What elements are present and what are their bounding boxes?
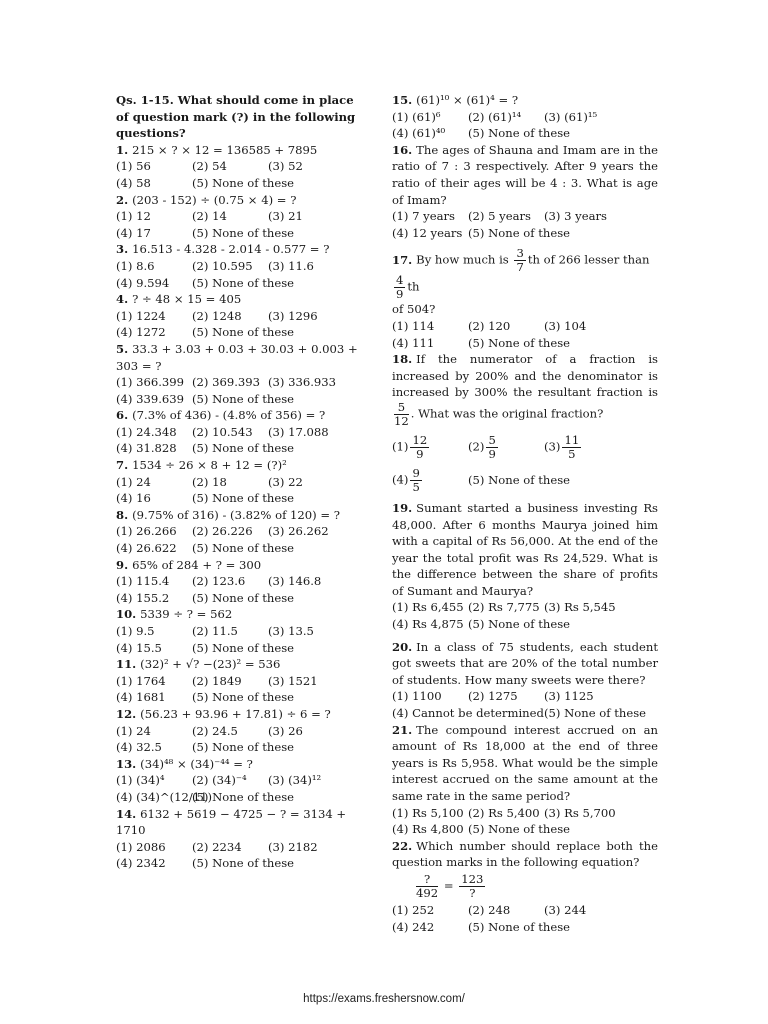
option-3: (3) 2182 [268, 839, 318, 854]
option-3: (3) 1296 [268, 308, 318, 323]
option-4: (4) 339.639 [116, 391, 185, 406]
option-2: (2) 369.393 [192, 375, 261, 390]
question-number: 9. [116, 557, 129, 572]
question-stem-part: . What was the original fraction? [410, 406, 604, 421]
question-stem-part: By how much is [416, 252, 509, 267]
option-2: (2) 54 [192, 159, 227, 174]
option-2: (2) 14 [192, 209, 227, 224]
option-1: (1) 1764 [116, 673, 166, 688]
option-label: (4) [392, 472, 409, 487]
question-21 [392, 722, 658, 838]
option-1: (1) 8.6 [116, 258, 155, 273]
option-5: (5) None of these [468, 617, 571, 632]
option-1: (1) Rs 6,455 [392, 600, 464, 615]
option-2: (2) Rs 7,775 [468, 600, 540, 615]
question-2 [116, 192, 366, 242]
question-stem: (9.75% of 316) - (3.82% of 120) = ? [132, 507, 340, 522]
question-9 [116, 557, 366, 607]
question-number: 16. [392, 142, 413, 157]
option-4: (4) (61)⁴⁰ [392, 126, 446, 141]
question-number: 13. [116, 756, 137, 771]
option-2: (2) 5 years [468, 209, 531, 224]
option-1: (1) 9.5 [116, 624, 155, 638]
option-4: (4) 111 [392, 335, 435, 350]
option-4: (4) 26.622 [116, 541, 177, 556]
option-2 [468, 434, 544, 461]
option-3: (3) 146.8 [268, 574, 322, 589]
question-number: 21. [392, 722, 413, 737]
option-5: (5) None of these [468, 822, 571, 837]
option-4: (4) 12 years [392, 225, 463, 240]
question-number: 22. [392, 838, 413, 853]
option-2: (2) 10.595 [192, 258, 253, 273]
question-3 [116, 241, 366, 291]
section-heading: Qs. 1-15. What should come in place of question mark (?) in the following questions? [116, 93, 356, 141]
question-stem: If the numerator of a fraction is increased by 200% and the denominator is increased by 300% the resultant fraction is [392, 352, 658, 400]
fraction [459, 873, 485, 900]
option-3: (3) 21 [268, 209, 303, 224]
question-15 [392, 92, 658, 142]
question-number: 1. [116, 142, 129, 157]
option-4: (4) 1272 [116, 325, 166, 340]
option-2: (2) 24.5 [192, 723, 238, 738]
fraction-numerator: 12 [412, 432, 428, 447]
option-5: (5) None of these [192, 740, 295, 755]
option-3: (3) 3 years [544, 209, 607, 224]
option-1: (1) (61)⁶ [392, 109, 441, 124]
question-stem: 65% of 284 + ? = 300 [132, 557, 262, 572]
option-1: (1) 114 [392, 318, 435, 333]
option-5: (5) None of these [192, 789, 295, 804]
option-2: (2) 1248 [192, 308, 242, 323]
equation [414, 873, 658, 900]
question-number: 18. [392, 352, 413, 367]
question-stem: (7.3% of 436) - (4.8% of 356) = ? [132, 408, 326, 423]
equals-sign: = [443, 878, 454, 893]
question-19 [392, 500, 658, 633]
option-3: (3) (34)¹² [268, 773, 322, 788]
option-5: (5) None of these [468, 919, 571, 934]
option-2: (2) 1849 [192, 673, 242, 688]
option-2: (2) (34)⁻⁴ [192, 773, 247, 788]
question-stem: Which number should replace both the question marks in the following equation? [392, 838, 658, 870]
option-4: (4) (34)^(12/11) [116, 789, 213, 804]
fraction-numerator: 11 [564, 432, 580, 447]
question-number: 17. [392, 252, 413, 267]
option-1: (1) 1100 [392, 689, 442, 704]
fraction-numerator: 3 [516, 246, 524, 261]
question-stem: 1534 ÷ 26 × 8 + 12 = (?)² [132, 458, 287, 473]
option-3: (3) 244 [544, 902, 587, 917]
option-5: (5) None of these [192, 640, 295, 655]
question-number: 5. [116, 341, 129, 356]
question-stem: 215 × ? × 12 = 136585 + 7895 [132, 142, 318, 157]
question-number: 2. [116, 192, 129, 207]
fraction [394, 274, 405, 301]
option-5: (5) None of these [192, 491, 295, 506]
option-1: (1) 24 [116, 723, 151, 738]
option-5: (5) None of these [192, 590, 295, 605]
fraction-numerator: 4 [396, 273, 404, 288]
question-stem: (34)⁴⁸ × (34)⁻⁴⁴ = ? [140, 756, 253, 771]
option-5: (5) None of these [192, 175, 295, 190]
option-4: (4) 32.5 [116, 740, 162, 755]
fraction [416, 873, 438, 900]
option-1: (1) 252 [392, 902, 435, 917]
option-2: (2) 248 [468, 902, 511, 917]
option-4: (4) 16 [116, 491, 151, 506]
option-2: (2) Rs 5,400 [468, 805, 540, 820]
fraction-numerator: 5 [394, 401, 409, 415]
option-2: (2) 18 [192, 474, 227, 489]
question-stem-part: th [407, 279, 420, 294]
fraction-denominator: 9 [416, 446, 424, 461]
option-1 [392, 434, 468, 461]
option-4: (4) 17 [116, 225, 151, 240]
question-number: 11. [116, 657, 137, 672]
option-4: (4) Rs 4,875 [392, 617, 464, 632]
fraction-denominator: 5 [412, 479, 420, 494]
option-3: (3) 13.5 [268, 624, 314, 638]
option-4: (4) 9.594 [116, 275, 170, 290]
option-3: (3) 104 [544, 318, 587, 333]
question-17 [392, 247, 658, 351]
question-stem: (61)¹⁰ × (61)⁴ = ? [416, 93, 519, 107]
question-number: 8. [116, 507, 129, 522]
question-stem: 6132 + 5619 − 4725 − ? = 3134 + 1710 [116, 806, 347, 838]
question-1 [116, 142, 366, 192]
question-16 [392, 142, 658, 242]
option-4: (4) Cannot be determined [392, 706, 544, 721]
option-2: (2) 10.543 [192, 424, 253, 439]
question-number: 4. [116, 292, 129, 307]
fraction [514, 247, 525, 274]
option-1: (1) Rs 5,100 [392, 805, 464, 820]
option-5: (5) None of these [192, 856, 295, 871]
option-2: (2) 120 [468, 318, 511, 333]
option-3: (3) 17.088 [268, 424, 329, 439]
option-3: (3) Rs 5,700 [544, 805, 616, 820]
question-stem: (203 - 152) ÷ (0.75 × 4) = ? [132, 192, 297, 207]
fraction-denominator: ? [469, 885, 476, 900]
option-1: (1) 24 [116, 474, 151, 489]
fraction-denominator: 5 [568, 446, 576, 461]
question-20 [392, 639, 658, 722]
option-4: (4) 31.828 [116, 441, 177, 456]
fraction-numerator: 5 [488, 432, 496, 447]
option-5: (5) None of these [192, 275, 295, 290]
option-3 [544, 434, 658, 461]
option-5: (5) None of these [192, 690, 295, 705]
option-2: (2) 1275 [468, 689, 518, 704]
option-4: (4) 242 [392, 919, 435, 934]
question-stem: 5339 ÷ ? = 562 [140, 607, 233, 622]
option-1: (1) 24.348 [116, 424, 177, 439]
option-3: (3) (61)¹⁵ [544, 109, 598, 124]
option-1: (1) 366.399 [116, 375, 185, 390]
option-4: (4) Rs 4,800 [392, 822, 464, 837]
option-5: (5) None of these [468, 335, 571, 350]
question-number: 7. [116, 458, 129, 473]
question-stem: Sumant started a business investing Rs 48,000. After 6 months Maurya joined him with a capital of Rs 56,000. At the end of the year the total profit was Rs 24,529. What is the difference between the share of profits of Sumant and Maurya? [392, 500, 658, 598]
option-1: (1) 12 [116, 209, 151, 224]
question-stem: In a class of 75 students, each student got sweets that are 20% of the total number of students. How many sweets were there? [392, 639, 658, 687]
option-1: (1) 115.4 [116, 574, 170, 589]
question-5 [116, 341, 366, 407]
option-3: (3) 52 [268, 159, 303, 174]
option-3: (3) 22 [268, 474, 303, 489]
question-number: 10. [116, 607, 137, 622]
option-2: (2) 2234 [192, 839, 242, 854]
option-3: (3) 1125 [544, 689, 594, 704]
option-3: (3) 1521 [268, 673, 318, 688]
question-stem: The compound interest accrued on an amount of Rs 18,000 at the end of three years is Rs 5,958. What would be the simple interest accrued on the same amount at the same rate in the same period? [392, 722, 658, 803]
question-stem: ? ÷ 48 × 15 = 405 [132, 292, 242, 307]
option-3: (3) 11.6 [268, 258, 314, 273]
question-number: 20. [392, 639, 413, 654]
option-5: (5) None of these [192, 541, 295, 556]
fraction [394, 401, 409, 428]
question-number: 14. [116, 806, 137, 821]
option-4 [392, 467, 468, 494]
option-label: (3) [544, 439, 561, 454]
fraction-numerator: 9 [412, 465, 420, 480]
question-stem: 33.3 + 3.03 + 0.03 + 30.03 + 0.003 + 303 = ? [116, 341, 358, 373]
fraction-numerator: ? [416, 873, 438, 887]
question-18 [392, 351, 658, 494]
option-4: (4) 15.5 [116, 640, 162, 655]
right-column [392, 92, 658, 935]
option-4: (4) 2342 [116, 856, 166, 871]
option-2: (2) (61)¹⁴ [468, 109, 522, 124]
option-3: (3) 26.262 [268, 524, 329, 539]
option-4: (4) 1681 [116, 690, 166, 705]
option-2: (2) 26.226 [192, 524, 253, 539]
option-5: (5) None of these [468, 225, 571, 240]
option-1: (1) 1224 [116, 308, 166, 323]
option-label: (2) [468, 439, 485, 454]
option-5: (5) None of these [192, 441, 295, 456]
question-6 [116, 407, 366, 457]
option-4: (4) 155.2 [116, 590, 170, 605]
question-22 [392, 838, 658, 935]
left-column [116, 92, 366, 872]
question-11 [116, 656, 366, 706]
option-4: (4) 58 [116, 175, 151, 190]
fraction-denominator: 7 [516, 260, 524, 275]
question-7 [116, 457, 366, 507]
question-number: 3. [116, 242, 129, 257]
question-stem: 16.513 - 4.328 - 2.014 - 0.577 = ? [132, 242, 330, 257]
left-question-list [116, 142, 366, 872]
option-1: (1) 56 [116, 159, 151, 174]
question-12 [116, 706, 366, 756]
option-5: (5) None of these [468, 473, 571, 488]
option-1: (1) (34)⁴ [116, 773, 165, 788]
option-1: (1) 2086 [116, 839, 166, 854]
option-3: (3) Rs 5,545 [544, 600, 616, 615]
option-3: (3) 26 [268, 723, 303, 738]
question-14 [116, 806, 366, 872]
option-1: (1) 7 years [392, 209, 455, 224]
question-stem: (56.23 + 93.96 + 17.81) ÷ 6 = ? [140, 706, 331, 721]
question-stem: (32)² + √? −(23)² = 536 [140, 657, 281, 672]
question-10 [116, 606, 366, 656]
question-stem-part: of 504? [392, 302, 436, 317]
option-5: (5) None of these [468, 126, 571, 141]
option-3: (3) 336.933 [268, 375, 337, 390]
question-8 [116, 507, 366, 557]
option-label: (1) [392, 439, 409, 454]
option-5: (5) None of these [192, 225, 295, 240]
question-stem-part: th of 266 lesser than [527, 252, 650, 267]
fraction-denominator: 9 [396, 287, 404, 302]
question-stem: The ages of Shauna and Imam are in the ratio of 7 : 3 respectively. After 9 years the ratio of their ages will be 4 : 3. What is age of Imam? [392, 142, 658, 207]
question-4 [116, 291, 366, 341]
option-5: (5) None of these [192, 325, 295, 340]
fraction-denominator: 492 [416, 885, 439, 900]
fraction-denominator: 9 [488, 446, 496, 461]
question-number: 12. [116, 706, 137, 721]
fraction-denominator: 12 [394, 413, 409, 428]
option-5: (5) None of these [544, 706, 647, 721]
footer-url[interactable]: https://exams.freshersnow.com/ [303, 993, 465, 1005]
question-number: 19. [392, 500, 413, 515]
option-5: (5) None of these [192, 391, 295, 406]
fraction-numerator: 123 [461, 871, 484, 886]
question-13 [116, 756, 366, 806]
option-1: (1) 26.266 [116, 524, 177, 539]
option-2: (2) 11.5 [192, 624, 238, 638]
option-2: (2) 123.6 [192, 574, 246, 589]
question-number: 15. [392, 93, 413, 107]
question-number: 6. [116, 408, 129, 423]
